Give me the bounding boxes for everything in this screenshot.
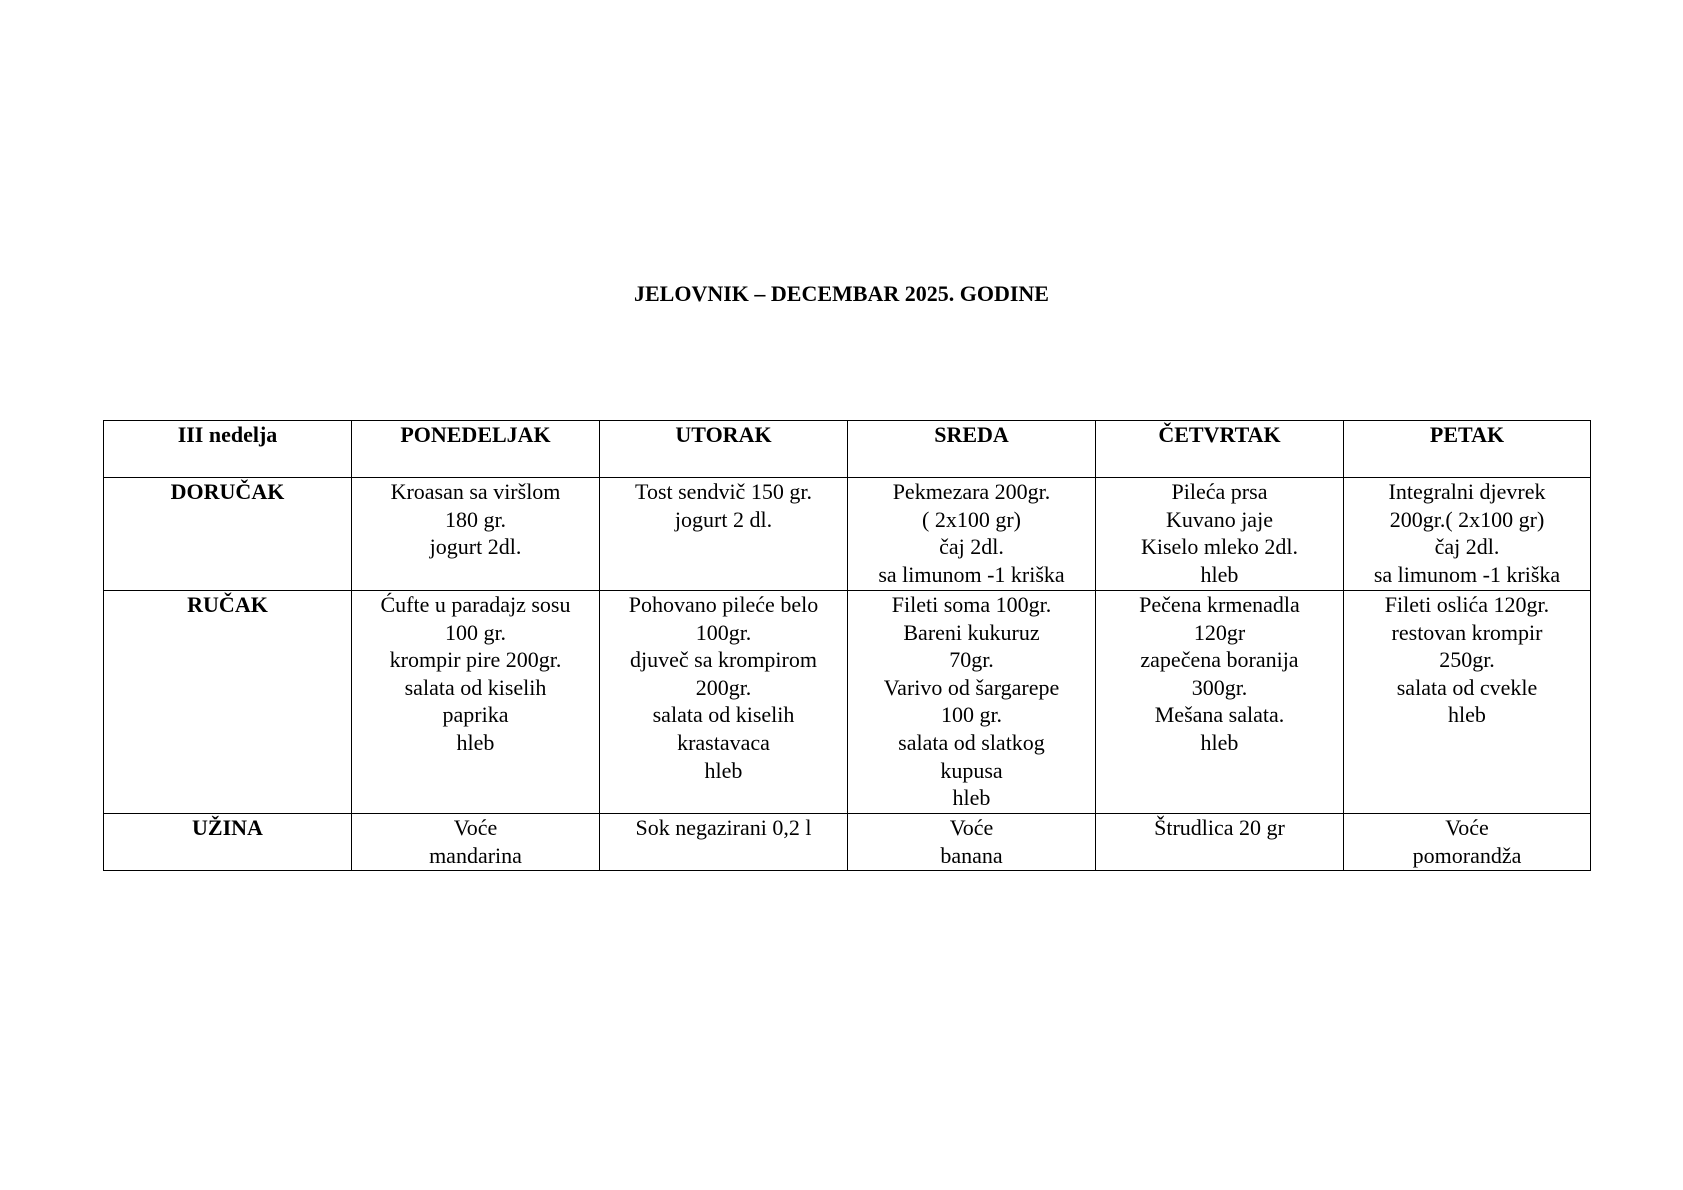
menu-line: 180 gr. [444,506,507,532]
menu-line: čaj 2dl. [939,534,1004,560]
day-header-utorak: UTORAK [600,421,848,478]
menu-cell [848,591,1096,814]
menu-cell [352,478,600,591]
menu-line: salata od slatkog [898,729,1045,755]
menu-line: mandarina [429,842,522,868]
menu-line: hleb [1200,561,1239,587]
menu-line: Tost sendvič 150 gr. [635,479,812,504]
menu-line: Sok negazirani 0,2 l [635,815,812,840]
table-row [104,814,1591,871]
menu-cell [848,814,1096,871]
menu-line: jogurt 2 dl. [674,506,773,532]
menu-cell [1096,478,1344,591]
menu-line: hleb [704,757,743,783]
menu-line: Fileti soma 100gr. [891,592,1052,617]
menu-table [103,420,1591,871]
menu-line: zapečena boranija [1140,647,1299,673]
menu-line: Ćufte u paradajz sosu [380,592,571,617]
menu-line: restovan krompir [1391,619,1543,645]
menu-cell [1096,591,1344,814]
menu-line: Pohovano pileće belo [628,592,819,617]
menu-cell [600,814,848,871]
week-label: III nedelja [104,421,352,478]
day-header-petak: PETAK [1344,421,1591,478]
menu-cell [1344,814,1591,871]
menu-line: Pečena krmenadla [1139,592,1300,617]
menu-line: sa limunom -1 kriška [878,561,1065,587]
menu-line: Voće [453,815,498,840]
menu-line: salata od cvekle [1396,674,1538,700]
menu-cell [352,814,600,871]
menu-line: 100gr. [695,619,752,645]
menu-line: Kuvano jaje [1166,506,1273,532]
menu-line: Bareni kukuruz [903,619,1040,645]
menu-line: hleb [952,785,991,811]
menu-line: 200gr.( 2x100 gr) [1389,506,1545,532]
menu-line: Kiselo mleko 2dl. [1140,534,1299,560]
menu-line: čaj 2dl. [1434,534,1500,560]
menu-line: salata od kiselih [404,674,547,700]
table-row [104,478,1591,591]
menu-cell [352,591,600,814]
menu-line: Pekmezara 200gr. [892,479,1051,504]
menu-line: Voće [1445,815,1489,840]
menu-line: Integralni djevrek [1388,479,1546,504]
menu-line: salata od kiselih [652,702,795,728]
menu-cell [600,591,848,814]
menu-line: pomorandža [1412,842,1522,868]
menu-line: ( 2x100 gr) [922,506,1021,532]
day-header-cetvrtak: ČETVRTAK [1096,421,1344,478]
menu-line: 100 gr. [444,619,507,645]
menu-line: hleb [456,729,495,755]
menu-line: 100 gr. [940,702,1003,728]
menu-line: Štrudlica 20 gr [1154,815,1285,840]
menu-line: Kroasan sa viršlom [390,479,561,504]
header-row [104,421,1591,478]
menu-line: Fileti oslića 120gr. [1384,592,1550,617]
meal-label-rucak: RUČAK [104,591,352,814]
menu-line: 300gr. [1191,674,1248,700]
menu-line: 200gr. [695,674,752,700]
menu-line: kupusa [940,757,1003,783]
meal-label-uzina: UŽINA [104,814,352,871]
menu-line: Varivo od šargarepe [883,674,1060,700]
day-header-sreda: SREDA [848,421,1096,478]
page-title: JELOVNIK – DECEMBAR 2025. GODINE [634,281,1049,306]
meal-label-dorucak: DORUČAK [104,478,352,591]
table-row [104,591,1591,814]
menu-line: paprika [442,702,509,728]
menu-cell [1096,814,1344,871]
menu-line: krompir pire 200gr. [389,647,562,673]
menu-line: 120gr [1193,619,1246,645]
menu-cell [1344,478,1591,591]
menu-line: djuveč sa krompirom [630,647,817,673]
menu-line: 70gr. [949,647,994,673]
menu-cell [600,478,848,591]
menu-line: Voće [949,815,994,840]
menu-line: hleb [1448,702,1486,728]
menu-line: sa limunom -1 kriška [1373,561,1561,587]
menu-line: krastavaca [677,729,770,755]
menu-line: jogurt 2dl. [429,534,522,560]
menu-line: 250gr. [1439,647,1495,673]
menu-cell [1344,591,1591,814]
menu-line: hleb [1200,729,1239,755]
menu-cell [848,478,1096,591]
day-header-ponedeljak: PONEDELJAK [352,421,600,478]
menu-line: Mešana salata. [1154,702,1285,728]
menu-line: banana [940,842,1003,868]
menu-line: Pileća prsa [1171,479,1268,504]
